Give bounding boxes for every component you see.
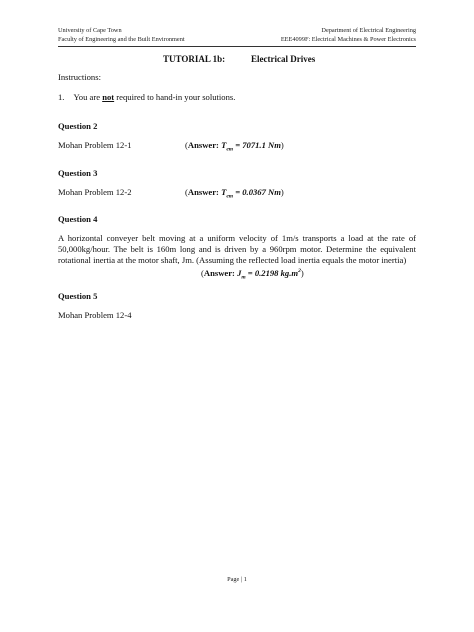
course-name: EEE4099F: Electrical Machines & Power Electronics xyxy=(280,35,416,43)
department-name: Department of Electrical Engineering xyxy=(321,27,416,34)
answer-value: = 7071.1 Nm xyxy=(235,140,281,150)
answer-label: Answer: xyxy=(187,140,219,150)
instruction-item xyxy=(58,92,235,103)
header-divider xyxy=(58,46,416,47)
answer-variable: J xyxy=(237,267,242,278)
answer-value: = 0.0367 Nm xyxy=(235,187,281,197)
question-4-paragraph: A horizontal conveyer belt moving at a uniform velocity of 1m/s transports a load at the rate of 50,000kg/hour. The belt is 160m long and is driven by a 960rpm motor. Determine the equivalent rotational inertia at the motor shaft, Jm. (Assuming the reflected load inertia equals the motor inertia) xyxy=(58,233,416,265)
header-left xyxy=(58,27,185,44)
question-5-text: Mohan Problem 12-4 xyxy=(58,310,132,320)
instruction-text-pre: You are xyxy=(73,92,101,102)
header-right xyxy=(281,27,416,44)
question-2-text: Mohan Problem 12-1 xyxy=(58,140,132,150)
instruction-text-post: required to hand-in your solutions. xyxy=(116,92,236,102)
answer-subscript: em xyxy=(226,146,234,153)
faculty-name: Faculty of Engineering and the Built Environment xyxy=(58,35,185,43)
instruction-number: 1. xyxy=(58,92,65,102)
question-3-answer: (Answer: $T_{em} = 0.0367$ Nm) xyxy=(185,187,284,200)
answer-label: Answer: xyxy=(203,267,235,278)
question-4-heading: Question 4 xyxy=(58,214,98,224)
answer-variable: T xyxy=(221,187,227,197)
page-footer: Page | 1 xyxy=(227,576,247,583)
tutorial-subject: Electrical Drives xyxy=(251,54,316,64)
instruction-emphasis: not xyxy=(102,92,115,102)
question-3-heading: Question 3 xyxy=(58,168,98,178)
answer-variable: T xyxy=(221,140,227,150)
answer-label: Answer: xyxy=(187,187,219,197)
question-2-heading: Question 2 xyxy=(58,121,98,131)
question-2-answer: (Answer: $T_{em} = 7071.1$ Nm) xyxy=(185,140,284,153)
answer-subscript: m xyxy=(241,274,246,281)
question-4-answer: (Answer: $J_m = 0.2198$ $kg.m^2$) xyxy=(201,267,304,281)
answer-subscript: em xyxy=(226,193,234,200)
answer-superscript: 2 xyxy=(298,268,301,274)
tutorial-number: TUTORIAL 1b: xyxy=(163,54,226,64)
university-name: University of Cape Town xyxy=(58,27,122,34)
answer-value: = 0.2198 kg.m xyxy=(247,267,299,278)
question-5-heading: Question 5 xyxy=(58,291,98,301)
question-3-text: Mohan Problem 12-2 xyxy=(58,187,132,197)
instructions-heading: Instructions: xyxy=(58,72,101,82)
